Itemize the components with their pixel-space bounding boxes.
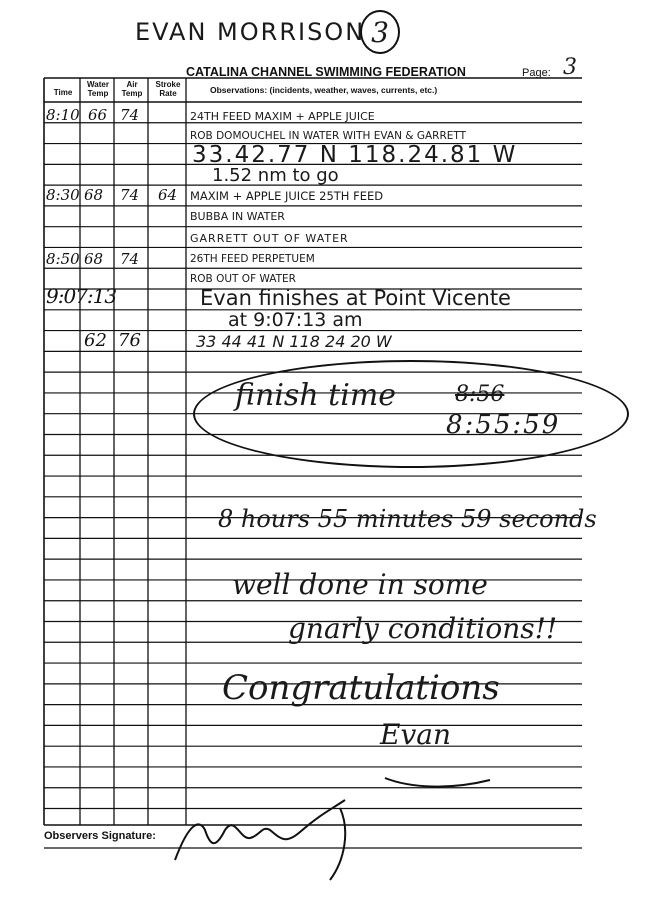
finish-time-value: 8:55:59 xyxy=(446,410,561,440)
note-line: well done in some xyxy=(232,568,488,601)
signature-label: Observers Signature: xyxy=(44,830,156,842)
entry-water-temp: 68 xyxy=(84,186,104,204)
entry-air-temp: 74 xyxy=(120,106,140,124)
observation-line: 33.42.77 N 118.24.81 W xyxy=(192,142,518,168)
entry-air-temp: 74 xyxy=(120,186,140,204)
observation-line: Evan finishes at Point Vicente xyxy=(200,286,511,310)
col-header-time: Time xyxy=(53,88,73,97)
observation-line: BUBBA IN WATER xyxy=(190,210,285,223)
entry-water-temp: 62 xyxy=(84,330,107,351)
entry-time: 8:30 xyxy=(46,186,80,204)
entry-stroke-rate: 64 xyxy=(158,186,178,204)
observation-line: ROB OUT OF WATER xyxy=(190,273,296,285)
page-number: 3 xyxy=(563,55,577,80)
col-header-water-temp: Water Temp xyxy=(87,80,109,98)
col-header-air-temp: Air Temp xyxy=(121,80,143,98)
col-header-observations: Observations: (incidents, weather, waves, currents, etc.) xyxy=(210,85,438,95)
page-label: Page: xyxy=(522,67,551,79)
observation-line: at 9:07:13 am xyxy=(228,309,363,331)
federation-title: CATALINA CHANNEL SWIMMING FEDERATION xyxy=(186,65,466,79)
observation-line: MAXIM + APPLE JUICE 25TH FEED xyxy=(190,189,384,203)
observation-line: 1.52 nm to go xyxy=(212,165,339,186)
finish-struck-out: 8:56 xyxy=(455,382,505,407)
entry-water-temp: 68 xyxy=(84,250,104,268)
entry-air-temp: 76 xyxy=(118,330,141,351)
entry-air-temp: 74 xyxy=(120,250,140,268)
congrats-line: Congratulations xyxy=(222,668,500,708)
entry-time: 8:50 xyxy=(46,250,80,268)
congrats-line: Evan xyxy=(380,718,451,751)
col-header-stroke-rate: Stroke Rate xyxy=(155,80,181,98)
finish-label: finish time xyxy=(235,378,397,413)
observation-line: ROB DOMOUCHEL IN WATER WITH EVAN & GARRETT xyxy=(190,130,467,142)
entry-time: 8:10 xyxy=(46,106,80,124)
note-line: gnarly conditions!! xyxy=(288,612,558,645)
swimmer-number: 3 xyxy=(360,10,400,54)
observation-line: 33 44 41 N 118 24 20 W xyxy=(196,332,392,351)
observation-line: GARRETT OUT OF WATER xyxy=(190,232,349,245)
swimmer-name: EVAN MORRISON xyxy=(135,18,366,46)
observation-line: 24TH FEED MAXIM + APPLE JUICE xyxy=(190,110,375,123)
entry-water-temp: 66 xyxy=(88,106,108,124)
finish-spelled: 8 hours 55 minutes 59 seconds xyxy=(218,505,597,533)
observation-line: 26TH FEED PERPETUEM xyxy=(190,253,315,265)
entry-time: 9:07:13 xyxy=(46,284,117,308)
finish-oval xyxy=(193,360,629,468)
